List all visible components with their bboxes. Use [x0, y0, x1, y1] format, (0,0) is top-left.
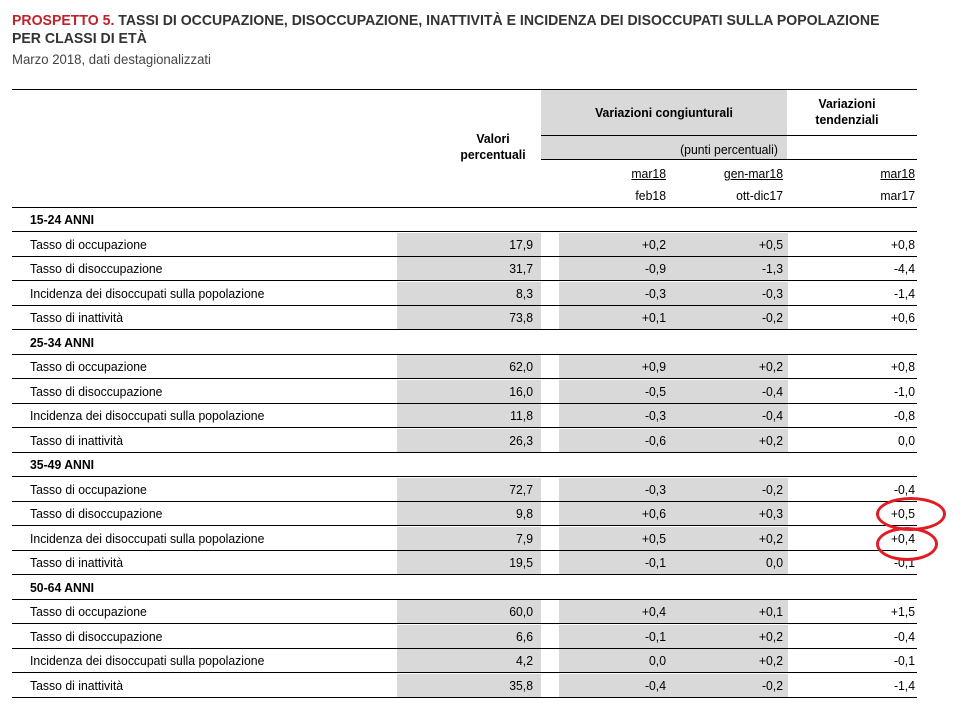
row-label: Tasso di inattività	[30, 310, 124, 325]
table-row	[12, 674, 917, 698]
header-unit-rule	[541, 159, 917, 160]
value-cell: 26,3	[509, 432, 533, 448]
header-congiunturali: Variazioni congiunturali	[595, 105, 733, 120]
cong-trimestrale-cell: +0,2	[758, 628, 783, 644]
table-row	[12, 625, 917, 649]
tendenziale-cell: -0,4	[893, 481, 915, 497]
table-row	[12, 502, 917, 526]
tendenziale-cell: -0,4	[893, 628, 915, 644]
value-cell: 35,8	[509, 677, 533, 693]
table-row	[12, 551, 917, 575]
row-label: Incidenza dei disoccupati sulla popolazione	[30, 285, 265, 301]
section-row	[12, 453, 917, 477]
tendenziale-cell: -0,8	[893, 408, 915, 423]
table-row	[12, 600, 917, 624]
row-label: Tasso di disoccupazione	[30, 628, 163, 644]
tendenziale-cell: -1,4	[893, 285, 915, 301]
cong-trimestrale-cell: +0,2	[758, 530, 783, 546]
row-label: Tasso di occupazione	[30, 359, 147, 374]
col3-top: mar18	[880, 166, 915, 181]
table-row	[12, 478, 917, 502]
section-label: 35-49 ANNI	[30, 457, 95, 472]
col2-bottom: ott-dic17	[736, 188, 783, 203]
title-text: TASSI DI OCCUPAZIONE, DISOCCUPAZIONE, INATTIVITÀ E INCIDENZA DEI DISOCCUPATI SULLA POPOLAZIONE PER CLASSI DI ETÀ	[12, 12, 880, 47]
title-lead: PROSPETTO 5.	[12, 12, 115, 29]
cong-mensile-cell: -0,1	[644, 628, 666, 644]
tendenziale-cell: +0,8	[890, 236, 915, 252]
annotation-circle	[876, 527, 938, 561]
cong-trimestrale-cell: +0,2	[758, 432, 783, 448]
section-label: 25-34 ANNI	[30, 334, 95, 350]
cong-mensile-cell: +0,4	[641, 604, 666, 619]
tendenziale-cell: -1,4	[893, 677, 915, 693]
value-cell: 62,0	[509, 359, 533, 374]
row-label: Tasso di disoccupazione	[30, 383, 163, 399]
section-row	[12, 208, 917, 232]
value-cell: 11,8	[510, 408, 533, 423]
cong-trimestrale-cell: +0,5	[758, 236, 783, 252]
cong-mensile-cell: -0,3	[644, 481, 666, 497]
value-cell: 19,5	[509, 555, 533, 570]
table-row	[12, 429, 917, 453]
cong-mensile-cell: -0,3	[644, 285, 666, 301]
cong-mensile-cell: +0,2	[641, 236, 666, 252]
col3-bottom: mar17	[880, 188, 915, 203]
tendenziale-cell: 0,0	[898, 432, 915, 448]
cong-trimestrale-cell: +0,1	[758, 604, 783, 619]
table-row	[12, 404, 917, 428]
row-label: Tasso di inattività	[30, 432, 124, 448]
cong-mensile-cell: -0,5	[644, 383, 666, 399]
row-label: Tasso di inattività	[30, 555, 124, 570]
cong-trimestrale-cell: -0,2	[761, 677, 783, 693]
row-label: Tasso di occupazione	[30, 604, 147, 619]
row-label: Incidenza dei disoccupati sulla popolazione	[30, 530, 265, 546]
page-subtitle: Marzo 2018, dati destagionalizzati	[12, 51, 211, 67]
section-label: 50-64 ANNI	[30, 579, 95, 595]
value-cell: 31,7	[509, 261, 533, 276]
cong-trimestrale-cell: -0,3	[761, 285, 783, 301]
cong-mensile-cell: +0,5	[641, 530, 666, 546]
tendenziale-cell: -1,0	[893, 383, 915, 399]
cong-mensile-cell: -0,9	[644, 261, 666, 276]
cong-trimestrale-cell: -1,3	[761, 261, 783, 276]
tendenziale-cell: -4,4	[893, 261, 915, 276]
value-cell: 60,0	[509, 604, 533, 619]
tendenziale-cell: +0,6	[890, 310, 915, 325]
cong-trimestrale-cell: -0,2	[761, 310, 783, 325]
table-row	[12, 257, 917, 281]
value-cell: 4,2	[516, 653, 533, 668]
cong-trimestrale-cell: +0,2	[758, 359, 783, 374]
cong-mensile-cell: +0,9	[641, 359, 666, 374]
row-label: Tasso di occupazione	[30, 236, 147, 252]
cong-mensile-cell: +0,1	[641, 310, 666, 325]
tendenziale-cell: +1,5	[890, 604, 915, 619]
cong-trimestrale-cell: +0,2	[758, 653, 783, 668]
col2-top: gen-mar18	[723, 166, 783, 181]
table-row	[12, 380, 917, 404]
value-cell: 6,6	[516, 628, 533, 644]
section-label: 15-24 ANNI	[30, 212, 95, 227]
header-tendenziali: Variazioni tendenziali	[815, 96, 879, 127]
cong-mensile-cell: -0,3	[644, 408, 666, 423]
value-cell: 9,8	[516, 506, 533, 521]
value-cell: 17,9	[509, 236, 533, 252]
table-row	[12, 355, 917, 379]
row-rule	[12, 697, 917, 698]
page-title	[12, 12, 891, 48]
value-cell: 73,8	[509, 310, 533, 325]
cong-trimestrale-cell: -0,4	[761, 383, 783, 399]
header-mid-rule	[541, 135, 917, 136]
row-label: Tasso di occupazione	[30, 481, 147, 497]
value-cell: 72,7	[509, 481, 533, 497]
tendenziale-cell: -0,1	[893, 555, 915, 570]
section-row	[12, 331, 917, 355]
table-row	[12, 282, 917, 306]
tendenziale-cell: +0,4	[890, 530, 915, 546]
value-cell: 7,9	[516, 530, 533, 546]
table-row	[12, 527, 917, 551]
tendenziale-cell: +0,5	[890, 506, 915, 521]
table-row	[12, 306, 917, 330]
tendenziale-cell: +0,8	[890, 359, 915, 374]
section-row	[12, 576, 917, 600]
header-unit: (punti percentuali)	[680, 142, 778, 157]
col1-bottom: feb18	[635, 188, 666, 203]
tendenziale-cell: -0,1	[893, 653, 915, 668]
row-label: Incidenza dei disoccupati sulla popolazione	[30, 408, 265, 423]
header-valori: Valori percentuali	[460, 131, 526, 162]
cong-trimestrale-cell: +0,3	[758, 506, 783, 521]
cong-trimestrale-cell: -0,4	[761, 408, 783, 423]
row-label: Tasso di inattività	[30, 677, 124, 693]
cong-mensile-cell: -0,6	[644, 432, 666, 448]
cong-mensile-cell: 0,0	[649, 653, 666, 668]
row-label: Tasso di disoccupazione	[30, 506, 163, 521]
value-cell: 8,3	[516, 285, 533, 301]
cong-mensile-cell: -0,4	[644, 677, 666, 693]
annotation-circle	[876, 497, 946, 531]
col1-top: mar18	[631, 166, 666, 181]
value-cell: 16,0	[509, 383, 533, 399]
table-row	[12, 233, 917, 257]
row-label: Tasso di disoccupazione	[30, 261, 163, 276]
row-label: Incidenza dei disoccupati sulla popolazione	[30, 653, 265, 668]
table-row	[12, 649, 917, 673]
cong-trimestrale-cell: -0,2	[761, 481, 783, 497]
cong-trimestrale-cell: 0,0	[766, 555, 783, 570]
cong-mensile-cell: +0,6	[641, 506, 666, 521]
cong-mensile-cell: -0,1	[644, 555, 666, 570]
